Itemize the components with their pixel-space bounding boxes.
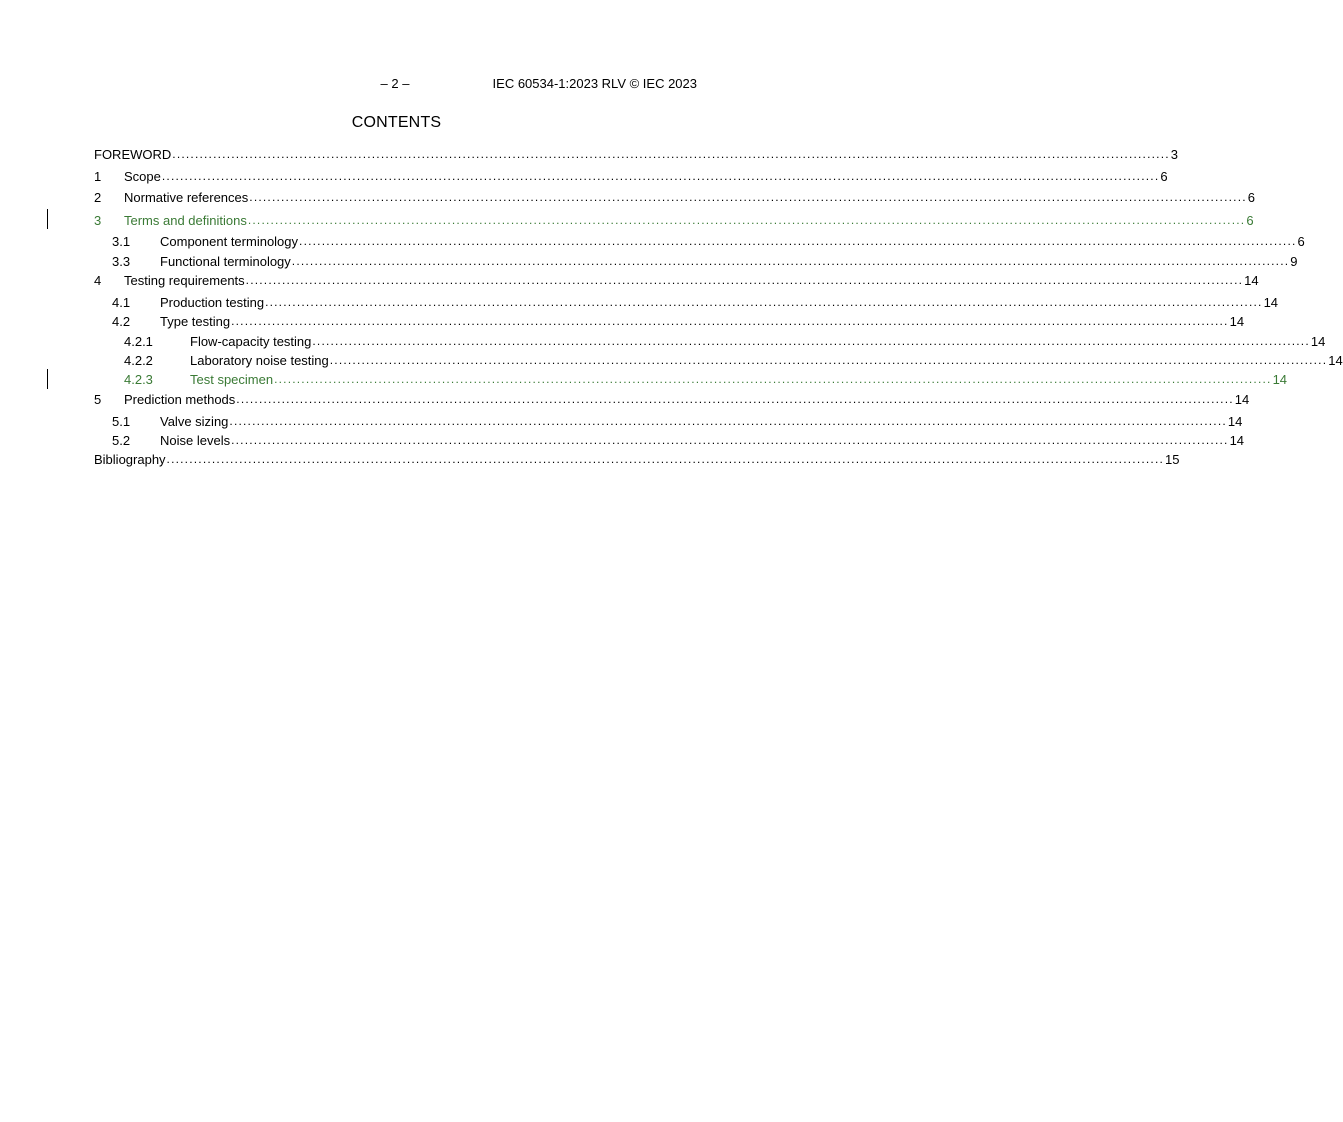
toc-entry-number: 4.2.2 [124, 353, 153, 368]
toc-entry-type-testing[interactable] [94, 312, 1245, 329]
toc-entry-number: 4.2.1 [124, 334, 153, 349]
toc-entry-number: 1 [94, 169, 102, 184]
toc-entry-number: 4.1 [112, 295, 131, 310]
toc-entry-number: 3.1 [112, 234, 131, 249]
toc-entry-normative-references[interactable] [94, 188, 1255, 205]
toc-leader-dots: ............................................................................................................................................................................................................................ [299, 234, 1297, 248]
toc-entry-title: Testing requirements [124, 273, 245, 288]
toc-entry-prediction-methods[interactable] [94, 390, 1250, 407]
toc-entry-title: Bibliography [94, 452, 166, 467]
page-number: – 2 – [380, 76, 410, 91]
toc-entry-number: 4 [94, 273, 102, 288]
toc-entry-noise-levels[interactable] [94, 431, 1245, 448]
toc-leader-dots: ............................................................................................................................................................................................................................ [247, 213, 1246, 227]
toc-entry-title: Terms and definitions [124, 213, 247, 228]
toc-entry-title: Laboratory noise testing [190, 353, 329, 368]
toc-entry-number: 5.1 [112, 414, 131, 429]
toc-entry-page: 14 [1227, 414, 1243, 429]
toc-entry-title: Component terminology [160, 234, 299, 249]
toc-leader-dots: ............................................................................................................................................................................................................................ [312, 334, 1310, 348]
toc-entry-component-terminology[interactable] [94, 232, 1305, 249]
toc-entry-page: 15 [1165, 452, 1180, 467]
toc-entry-title: Prediction methods [124, 392, 236, 407]
toc-entry-title: Noise levels [160, 433, 231, 448]
toc-entry-title: Test specimen [190, 372, 274, 387]
toc-entry-number: 3.3 [112, 254, 131, 269]
toc-entry-number: 4.2.3 [124, 372, 153, 387]
toc-entry-page: 14 [1328, 353, 1343, 368]
toc-entry-number: 2 [94, 190, 102, 205]
page-title: CONTENTS [351, 114, 442, 131]
toc-leader-dots: ............................................................................................................................................................................................................................ [172, 147, 1170, 161]
toc-leader-dots: ............................................................................................................................................................................................................................ [166, 452, 1165, 466]
toc-entry-scope[interactable] [94, 167, 1168, 184]
toc-leader-dots: ............................................................................................................................................................................................................................ [161, 169, 1160, 183]
toc-entry-number: 4.2 [112, 314, 131, 329]
toc-entry-page: 9 [1290, 254, 1298, 269]
toc-entry-page: 6 [1297, 234, 1305, 249]
change-bar [47, 369, 48, 389]
toc-entry-number: 3 [94, 213, 102, 228]
toc-entry-title: Scope [124, 169, 161, 184]
toc-leader-dots: ............................................................................................................................................................................................................................ [291, 254, 1290, 268]
toc-entry-bibliography[interactable] [94, 450, 1180, 467]
toc-leader-dots: ............................................................................................................................................................................................................................ [245, 273, 1244, 287]
toc-entry-production-testing[interactable] [94, 293, 1279, 310]
toc-entry-page: 6 [1246, 213, 1254, 228]
toc-entry-title: FOREWORD [94, 147, 172, 162]
toc-entry-test-specimen[interactable] [94, 370, 1288, 387]
toc-entry-testing-requirements[interactable] [94, 271, 1259, 288]
toc-leader-dots: ............................................................................................................................................................................................................................ [265, 295, 1263, 309]
toc-leader-dots: ............................................................................................................................................................................................................................ [329, 353, 1328, 367]
toc-entry-title: Valve sizing [160, 414, 229, 429]
toc-entry-page: 14 [1234, 392, 1250, 407]
toc-entry-title: Flow-capacity testing [190, 334, 312, 349]
toc-entry-laboratory-noise-testing[interactable] [94, 351, 1343, 368]
toc-entry-number: 5 [94, 392, 102, 407]
toc-entry-page: 14 [1272, 372, 1288, 387]
toc-leader-dots: ............................................................................................................................................................................................................................ [274, 372, 1272, 386]
toc-entry-title: Functional terminology [160, 254, 291, 269]
toc-entry-valve-sizing[interactable] [94, 412, 1243, 429]
toc-entry-foreword[interactable] [94, 145, 1178, 162]
toc-leader-dots: ............................................................................................................................................................................................................................ [231, 314, 1229, 328]
toc-entry-functional-terminology[interactable] [94, 252, 1298, 269]
toc-entry-number: 5.2 [112, 433, 131, 448]
toc-entry-title: Normative references [124, 190, 249, 205]
toc-entry-title: Type testing [160, 314, 231, 329]
toc-leader-dots: ............................................................................................................................................................................................................................ [229, 414, 1227, 428]
toc-entry-page: 14 [1310, 334, 1326, 349]
toc-entry-page: 6 [1160, 169, 1168, 184]
toc-leader-dots: ............................................................................................................................................................................................................................ [236, 392, 1234, 406]
change-bar [47, 209, 48, 229]
toc-entry-flow-capacity-testing[interactable] [94, 332, 1326, 349]
toc-entry-page: 3 [1170, 147, 1178, 162]
toc-entry-page: 14 [1263, 295, 1279, 310]
toc-entry-terms-and-definitions[interactable] [94, 211, 1254, 228]
toc-entry-page: 14 [1244, 273, 1259, 288]
toc-leader-dots: ............................................................................................................................................................................................................................ [249, 190, 1247, 204]
document-reference: IEC 60534-1:2023 RLV © IEC 2023 [492, 76, 697, 91]
toc-leader-dots: ............................................................................................................................................................................................................................ [231, 433, 1229, 447]
toc-entry-title: Production testing [160, 295, 265, 310]
toc-entry-page: 14 [1229, 433, 1245, 448]
toc-entry-page: 6 [1247, 190, 1255, 205]
toc-entry-page: 14 [1229, 314, 1245, 329]
